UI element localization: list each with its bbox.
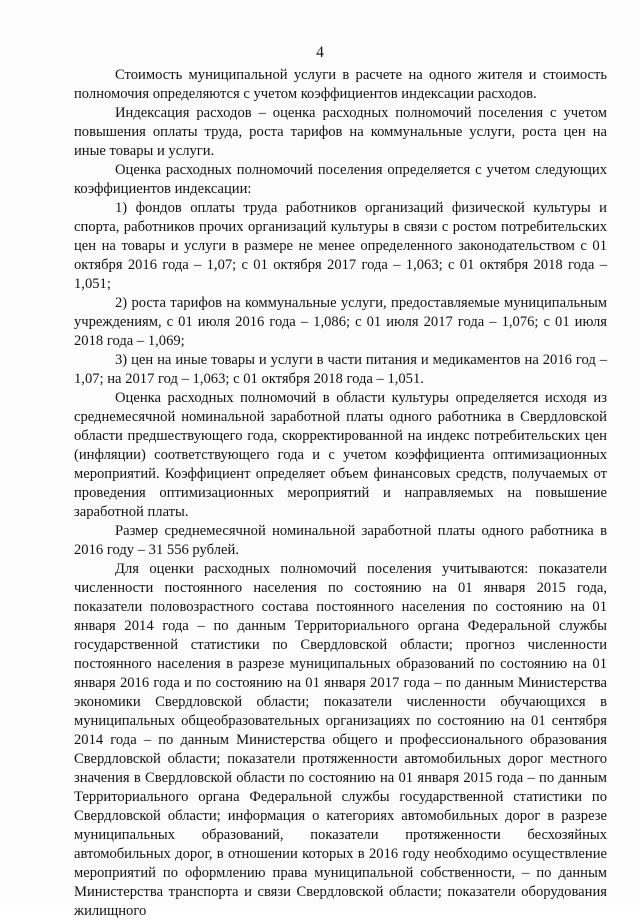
- paragraph-indexation-intro: Оценка расходных полномочий поселения определяется с учетом следующих коэффициентов индексации:: [74, 162, 607, 197]
- list-item-utility-tariffs: 2) роста тарифов на коммунальные услуги, предоставляемые муниципальным учреждениям, с 01 июля 2016 года – 1,086; с 01 июля 2017 года – 1,076; с 01 июля 2018 года – 1,069;: [74, 295, 607, 349]
- paragraph-average-salary: Размер среднемесячной номинальной заработной платы одного работника в 2016 году – 31 556 рублей.: [74, 523, 607, 558]
- document-body: [74, 66, 607, 921]
- paragraph-culture-assessment: Оценка расходных полномочий в области культуры определяется исходя из среднемесячной номинальной заработной платы одного работника в Свердловской области предшествующего года, скорректированной на индекс потребительских цен (инфляции) соответствующего года и с учетом коэффициента оптимизационных мероприятий. Коэффициент определяет объем финансовых средств, получаемых от проведения оптимизационных мероприятий и направляемых на повышение заработной платы.: [74, 390, 607, 520]
- list-item-wage-funds: 1) фондов оплаты труда работников организаций физической культуры и спорта, работников прочих организаций культуры в связи с ростом потребительских цен на товары и услуги в размере не менее определенного законодательством с 01 октября 2016 года – 1,07; с 01 октября 2017 года – 1,063; с 01 октября 2018 года – 1,051;: [74, 200, 607, 292]
- list-item-goods-prices: 3) цен на иные товары и услуги в части питания и медикаментов на 2016 год – 1,07; на 2017 год – 1,063; с 01 октября 2018 года – 1,051.: [74, 352, 607, 387]
- paragraph-indicators: Для оценки расходных полномочий поселения учитываются: показатели численности постоянного населения по состоянию на 01 января 2015 года, показатели половозрастного состава постоянного населения по состоянию на 01 января 2014 года – по данным Территориального органа Федеральной службы государственной статистики по Свердловской области; прогноз численности постоянного населения в разрезе муниципальных образований по состоянию на 01 января 2016 года и по состоянию на 01 января 2017 года – по данным Министерства экономики Свердловской области; показатели численности обучающихся в муниципальных общеобразовательных организациях по состоянию на 01 сентября 2014 года – по данным Министерства общего и профессионального образования Свердловской области; показатели протяженности автомобильных дорог местного значения в Свердловской области по состоянию на 01 января 2015 года – по данным Территориального органа Федеральной службы государственной статистики по Свердловской области; информация о категориях автомобильных дорог в разрезе муниципальных образований, показатели протяженности бесхозяйных автомобильных дорог, в отношении которых в 2016 году необходимо осуществление мероприятий по оформлению права муниципальной собственности, – по данным Министерства транспорта и связи Свердловской области; показатели оборудования жилищного: [74, 561, 607, 919]
- page-number: 4: [316, 44, 324, 61]
- paragraph-indexation-definition: Индексация расходов – оценка расходных полномочий поселения с учетом повышения оплаты труда, роста тарифов на коммунальные услуги, роста цен на иные товары и услуги.: [74, 105, 607, 159]
- paragraph-service-cost: Стоимость муниципальной услуги в расчете на одного жителя и стоимость полномочия определяются с учетом коэффициентов индексации расходов.: [74, 67, 607, 102]
